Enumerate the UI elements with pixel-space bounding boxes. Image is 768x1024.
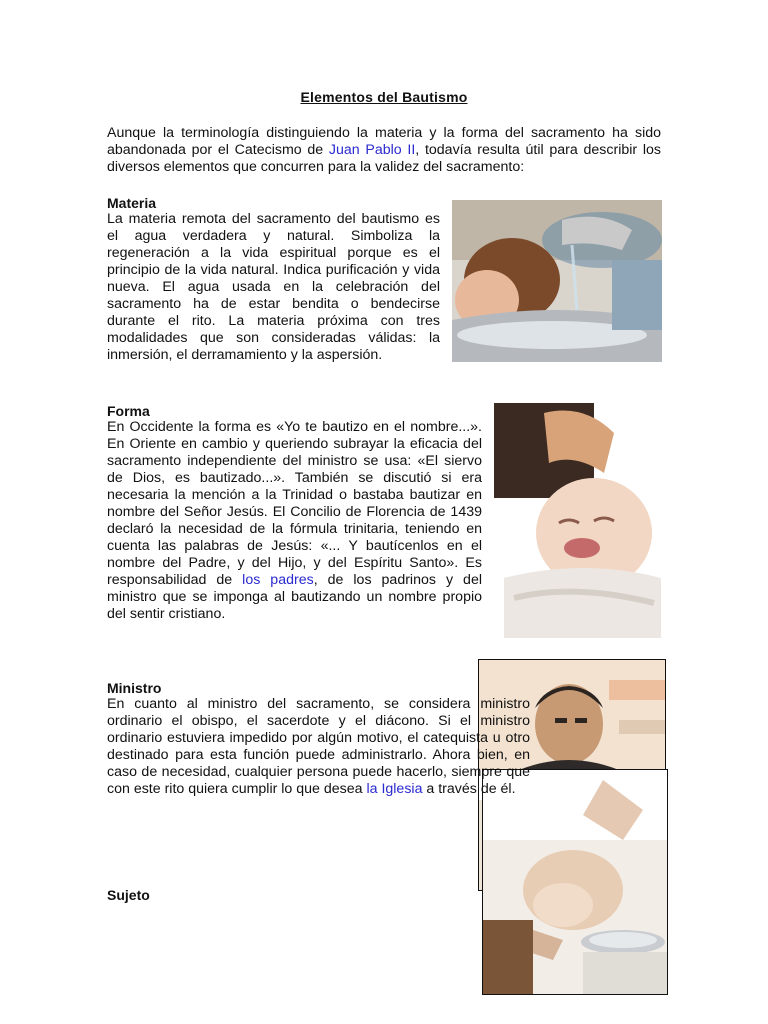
materia-paragraph: La materia remota del sacramento del bautismo es el agua verdadera y natural. Simboliza la regeneración a la vida espiritual porque es el principio de la vida natural. Indica purificación y vida nueva. El agua usada en la celebración del sacramento ha de estar bendita o bendecirse durante el rito. La materia próxima con tres modalidades que son consideradas válidas: la inmersión, el derramamiento y la aspersión. <box>107 211 440 363</box>
forma-text-end: , de los padrinos y del ministro que se imponga al bautizando un nombre propio del sentir cristiano. <box>107 572 482 622</box>
intro-paragraph <box>107 125 661 176</box>
ministro-text-end: a través de él. <box>422 781 516 797</box>
intro-text-start: Aunque la terminología distinguiendo la materia y la forma del sacramento ha sido abandonada por el Catecismo de <box>107 125 661 158</box>
forma-text-start: En Occidente la forma es «Yo te bautizo en el nombre...». En Oriente en cambio y queriendo subrayar la eficacia del sacramento independiente del ministro se usa: «El siervo de Dios, es bautizado...». También se discutió si era necesaria la mención a la Trinidad o bastaba bautizar en nombre del Señor Jesús. El Concilio de Florencia de 1439 declaró la necesidad de la fórmula trinitaria, teniendo en cuenta las palabras de Jesús: «... Y bautícenlos en el nombre del Padre, y del Hijo, y del Espíritu Santo». Es responsabilidad de <box>107 419 482 588</box>
la-iglesia-link[interactable]: la Iglesia <box>366 781 423 797</box>
sujeto-heading: Sujeto <box>107 887 150 903</box>
ministro-paragraph <box>107 696 530 798</box>
forma-paragraph <box>107 419 482 623</box>
los-padres-link[interactable]: los padres <box>242 572 314 588</box>
crying-baby-photo <box>494 403 661 638</box>
materia-heading: Materia <box>107 195 157 211</box>
ministro-text-start: En cuanto al ministro del sacramento, se considera ministro ordinario el obispo, el sacerdote y el diácono. Si el ministro ordinario estuviera impedido por algún motivo, el catequista u otro destinado para esta función puede administrarlo. Ahora bien, en caso de necesidad, cualquier persona puede hacerlo, siempre que con este rito quiera cumplir lo que desea <box>107 696 530 797</box>
forma-heading: Forma <box>107 403 150 419</box>
intro-text-end: , todavía resulta útil para describir los diversos elementos que concurren para la validez del sacramento: <box>107 142 661 175</box>
baptism-basin-photo <box>482 769 668 995</box>
ministro-heading: Ministro <box>107 680 162 696</box>
baptism-water-photo <box>452 200 662 362</box>
juan-pablo-link[interactable]: Juan Pablo II <box>328 142 416 158</box>
document-title: Elementos del Bautismo <box>300 89 468 105</box>
